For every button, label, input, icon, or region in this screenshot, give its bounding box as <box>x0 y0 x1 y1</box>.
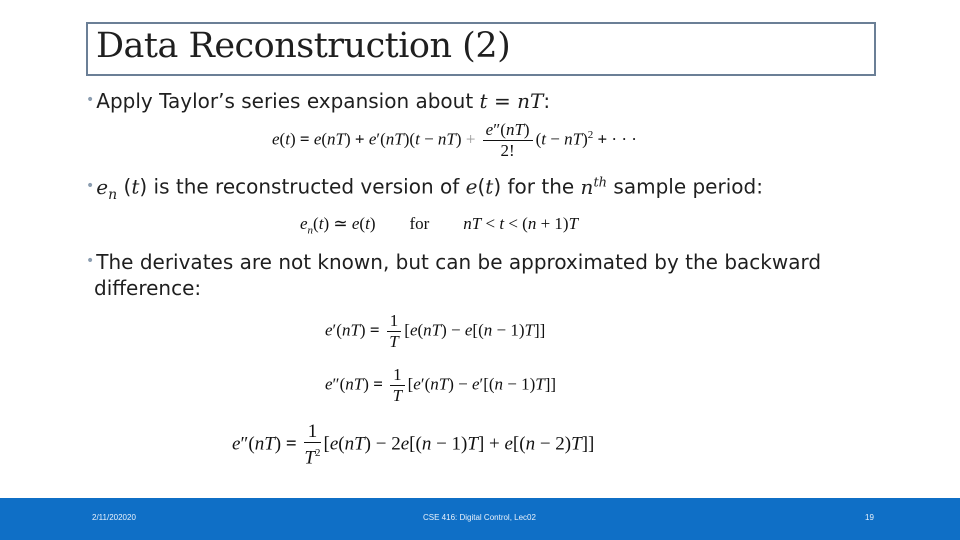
equation-taylor: e(t) = e(nT) + e′(nT)(t − nT) + $\frac{e''(nT)}{2!}$ (t − nT)$^2$ + · · · <box>272 120 637 160</box>
equation-recon: $e_n(t)$ ≃ e(t) for nT < t < (n + 1)T <box>300 214 579 237</box>
bullet-text: $e_n$ (t) is the reconstructed version of e(t) for the $n^{th}$ sample period: <box>96 174 763 203</box>
equation-second-derivative-full: e″(nT) = $\frac{1}{T^2}$ [e(nT) − 2e[(n − 1)T] + e[(n − 2)T]] <box>232 421 595 469</box>
footer-course: CSE 416: Digital Control, Lec02 <box>423 513 536 522</box>
bullet-derivates-line2: difference: <box>94 276 202 300</box>
page-title: Data Reconstruction (2) <box>96 26 511 66</box>
bullet-dot: • <box>86 92 95 108</box>
bullet-dot: • <box>86 177 95 194</box>
bullet-taylor <box>86 89 550 117</box>
footer-date: 2/11/202020 <box>92 513 136 522</box>
bullet-text-line1: The derivates are not known, but can be approximated by the backward <box>96 250 822 274</box>
bullet-dot: • <box>86 253 95 269</box>
footer-page-number: 19 <box>865 513 874 522</box>
equation-second-derivative: e″(nT) = $\frac{1}{T}$ [e′(nT) − e′[(n − 1)T]] <box>325 365 557 405</box>
bullet-reconstructed <box>86 170 763 208</box>
bullet-derivates <box>86 250 821 278</box>
equation-first-derivative: e′(nT) = $\frac{1}{T}$ [e(nT) − e[(n − 1)T]] <box>325 311 546 351</box>
footer-bar <box>0 498 960 540</box>
bullet-text: Apply Taylor’s series expansion about t = nT: <box>96 89 551 113</box>
title-box <box>86 22 876 76</box>
